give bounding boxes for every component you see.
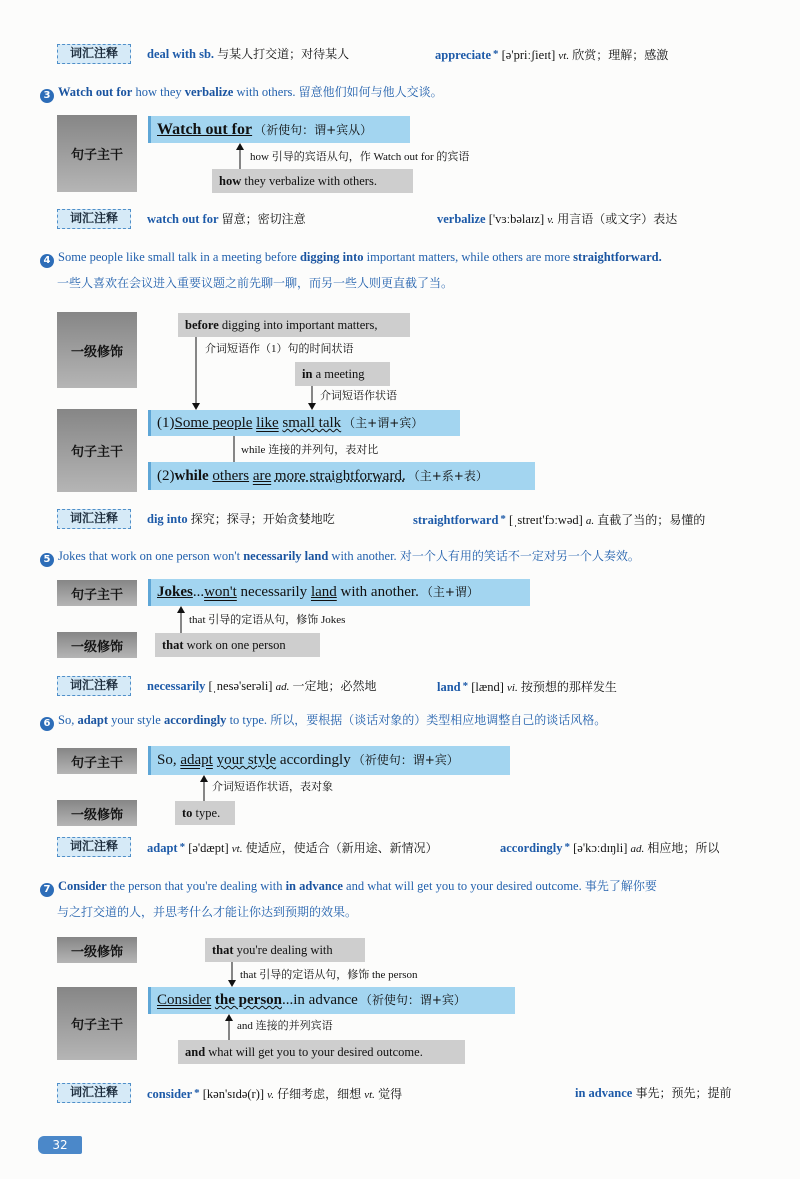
sentence-7-translation bbox=[57, 903, 357, 921]
vocab-entry-adapt bbox=[147, 838, 438, 858]
label-first-modifier: 一级修饰 bbox=[57, 312, 137, 388]
sentence-number-badge: 7 bbox=[40, 883, 54, 897]
modifier-bar bbox=[155, 633, 320, 657]
phonetic: [ə'kɔːdɪŋli] bbox=[573, 841, 628, 855]
clause-subject: Some people bbox=[174, 415, 253, 431]
label-main-clause: 句子主干 bbox=[57, 748, 137, 774]
clause-index: (2) bbox=[157, 468, 175, 484]
star-mark: * bbox=[179, 841, 186, 853]
structure-note: （主+谓+宾） bbox=[343, 416, 424, 430]
modifier-bar bbox=[175, 801, 235, 825]
clause-subject: others bbox=[212, 468, 250, 484]
phonetic: [ə'priːʃieɪt] bbox=[501, 48, 556, 62]
part-of-speech: ad. bbox=[630, 843, 645, 855]
clause-object: the person bbox=[214, 992, 283, 1008]
label-main-clause: 句子主干 bbox=[57, 987, 137, 1060]
modifier-keyword: how bbox=[219, 174, 242, 188]
clause-predicative: more straightforward. bbox=[274, 468, 406, 484]
sentence-translation: 所以，要根据（谈话对象的）类型相应地调整自己的谈话风格。 bbox=[270, 713, 607, 727]
clause-subject: Jokes bbox=[157, 584, 193, 600]
structure-note: （主+系+表） bbox=[407, 469, 488, 483]
vocab-definition: 相应地；所以 bbox=[647, 841, 720, 855]
arrowhead-down-icon bbox=[192, 403, 200, 410]
sentence-text: and what will get you to your desired outcome. bbox=[346, 879, 582, 893]
arrowhead-down-icon bbox=[228, 980, 236, 987]
clause-verb: like bbox=[256, 415, 279, 431]
sentence-translation: 一些人喜欢在会议进入重要议题之前先聊一聊，而另一些人则更直截了当。 bbox=[57, 276, 454, 290]
phonetic: [ˌnesə'serəli] bbox=[208, 679, 273, 693]
vocab-term: dig into bbox=[147, 512, 188, 526]
keyword: Consider bbox=[58, 879, 107, 893]
label-first-modifier: 一级修饰 bbox=[57, 937, 137, 963]
keyword: accordingly bbox=[163, 713, 227, 727]
clause-ellipsis: ... bbox=[192, 584, 205, 600]
vocab-definition: 觉得 bbox=[378, 1087, 403, 1101]
part-of-speech: ad. bbox=[275, 681, 290, 693]
sentence-number-badge: 5 bbox=[40, 553, 54, 567]
sentence-text: with others. bbox=[236, 85, 296, 99]
clause-adverb: accordingly bbox=[279, 752, 351, 768]
modifier-keyword: and bbox=[185, 1045, 206, 1059]
modifier-keyword: to bbox=[182, 806, 193, 820]
grammar-note: and 连接的并列宾语 bbox=[237, 1020, 333, 1032]
sentence-3 bbox=[40, 83, 443, 103]
sentence-number-badge: 4 bbox=[40, 254, 54, 268]
modifier-text: work on one person bbox=[186, 638, 286, 652]
clause-index: (1) bbox=[157, 415, 175, 431]
sentence-4-translation bbox=[57, 274, 453, 292]
sentence-4 bbox=[40, 248, 662, 268]
vocab-entry-land bbox=[437, 677, 617, 697]
vocab-entry-straightforward bbox=[413, 510, 705, 530]
part-of-speech: vt. bbox=[364, 1089, 375, 1101]
vocab-definition: 事先；预先；提前 bbox=[635, 1086, 732, 1100]
vocab-definition: 按预想的那样发生 bbox=[520, 680, 617, 694]
modifier-bar bbox=[178, 1040, 465, 1064]
vocab-entry-deal-with bbox=[147, 45, 349, 63]
grammar-note: that 引导的定语从句，修饰 Jokes bbox=[189, 614, 346, 626]
sentence-translation: 留意他们如何与他人交谈。 bbox=[298, 85, 443, 99]
structure-note: （祈使句：谓+宾） bbox=[352, 753, 459, 767]
vocab-definition: 仔细考虑，细想 bbox=[277, 1087, 362, 1101]
label-first-modifier: 一级修饰 bbox=[57, 800, 137, 826]
main-clause-bar bbox=[148, 746, 510, 775]
clause-conjunction: while bbox=[174, 468, 209, 484]
grammar-note: how 引导的宾语从句，作 Watch out for 的宾语 bbox=[250, 151, 470, 163]
grammar-note: 介词短语作（1）句的时间状语 bbox=[205, 343, 354, 355]
main-clause-bar bbox=[148, 579, 530, 606]
vocab-term: deal with sb. bbox=[147, 47, 215, 61]
clause-verb: are bbox=[252, 468, 272, 484]
modifier-text: digging into important matters, bbox=[221, 318, 378, 332]
vocab-entry-watch-out-for bbox=[147, 210, 306, 228]
vocab-term: verbalize bbox=[437, 212, 486, 226]
sentence-text: your style bbox=[111, 713, 161, 727]
sentence-number-badge: 3 bbox=[40, 89, 54, 103]
vocab-definition: 探究；探寻；开始贪婪地吃 bbox=[190, 512, 335, 526]
clause-verb: land bbox=[310, 584, 337, 600]
star-mark: * bbox=[462, 680, 469, 692]
vocab-definition: 留意；密切注意 bbox=[221, 212, 306, 226]
modifier-text: they verbalize with others. bbox=[244, 174, 377, 188]
sentence-text: to type. bbox=[229, 713, 268, 727]
grammar-note: 介词短语作状语，表对象 bbox=[212, 781, 333, 793]
clause-auxiliary: won't bbox=[204, 584, 237, 600]
star-mark: * bbox=[500, 513, 506, 525]
phonetic: [ˌstreɪt'fɔːwəd] bbox=[509, 513, 583, 527]
modifier-bar bbox=[178, 313, 410, 337]
clause-verb: adapt bbox=[180, 752, 213, 768]
vocab-entry-verbalize bbox=[437, 210, 677, 229]
part-of-speech: a. bbox=[585, 515, 595, 527]
vocab-entry-dig-into bbox=[147, 510, 335, 528]
vocab-term: adapt bbox=[147, 841, 178, 855]
vocab-term: land bbox=[437, 680, 461, 694]
keyword: necessarily land bbox=[243, 549, 329, 563]
sentence-7 bbox=[40, 877, 657, 897]
clause-verb: Consider bbox=[157, 992, 212, 1008]
vocab-definition: 与某人打交道；对待某人 bbox=[217, 47, 350, 61]
modifier-text: what will get you to your desired outcome. bbox=[208, 1045, 423, 1059]
arrowhead-up-icon bbox=[200, 775, 208, 782]
label-main-clause: 句子主干 bbox=[57, 409, 137, 492]
modifier-text: type. bbox=[195, 806, 221, 820]
part-of-speech: v. bbox=[547, 214, 555, 226]
modifier-text: you're dealing with bbox=[236, 943, 333, 957]
page-number: 32 bbox=[38, 1136, 82, 1154]
vocab-label: 词汇注释 bbox=[57, 44, 131, 64]
modifier-keyword: before bbox=[185, 318, 219, 332]
sentence-text: with another. bbox=[331, 549, 397, 563]
sentence-text: Some people like small talk in a meeting before bbox=[58, 250, 297, 264]
part-of-speech: vi. bbox=[507, 682, 518, 694]
modifier-keyword: that bbox=[212, 943, 234, 957]
keyword: verbalize bbox=[184, 85, 234, 99]
main-clause-bar bbox=[148, 410, 460, 436]
sentence-translation: 事先了解你要 bbox=[584, 879, 657, 893]
label-main-clause: 句子主干 bbox=[57, 115, 137, 192]
vocab-term: necessarily bbox=[147, 679, 206, 693]
sentence-text: how they bbox=[135, 85, 182, 99]
keyword: in advance bbox=[285, 879, 343, 893]
part-of-speech: vt. bbox=[231, 843, 243, 855]
clause-adverb: necessarily bbox=[240, 584, 308, 600]
modifier-keyword: that bbox=[162, 638, 184, 652]
structure-note: （祈使句：谓+宾从） bbox=[254, 123, 373, 137]
vocab-term: consider bbox=[147, 1087, 193, 1101]
main-clause-bar bbox=[148, 462, 535, 490]
grammar-note: that 引导的定语从句，修饰 the person bbox=[240, 969, 418, 981]
modifier-bar bbox=[295, 362, 390, 386]
vocab-definition: 直截了当的；易懂的 bbox=[597, 513, 706, 527]
vocab-label: 词汇注释 bbox=[57, 509, 131, 529]
vocab-label: 词汇注释 bbox=[57, 676, 131, 696]
main-clause-bar bbox=[148, 116, 410, 143]
vocab-definition: 用言语（或文字）表达 bbox=[557, 212, 678, 226]
sentence-translation: 与之打交道的人，并思考什么才能让你达到预期的效果。 bbox=[57, 905, 358, 919]
clause-text: with another. bbox=[340, 584, 419, 600]
label-main-clause: 句子主干 bbox=[57, 580, 137, 606]
vocab-definition: 欣赏；理解；感激 bbox=[572, 48, 669, 62]
star-mark: * bbox=[493, 48, 499, 60]
modifier-bar bbox=[205, 938, 365, 962]
clause-text: ...in advance bbox=[282, 992, 358, 1008]
vocab-entry-consider bbox=[147, 1084, 402, 1104]
label-first-modifier: 一级修饰 bbox=[57, 632, 137, 658]
vocab-term: in advance bbox=[575, 1086, 633, 1100]
phonetic: ['vɜːbəlaɪz] bbox=[488, 212, 545, 226]
sentence-text: important matters, while others are more bbox=[366, 250, 571, 264]
modifier-text: a meeting bbox=[315, 367, 365, 381]
vocab-label: 词汇注释 bbox=[57, 209, 131, 229]
sentence-translation: 对一个人有用的笑话不一定对另一个人奏效。 bbox=[399, 549, 640, 563]
phonetic: [kən'sɪdə(r)] bbox=[202, 1087, 265, 1101]
clause-object: your style bbox=[216, 752, 277, 768]
arrowhead-up-icon bbox=[177, 606, 185, 613]
sentence-6 bbox=[40, 711, 606, 731]
sentence-text: Jokes that work on one person won't bbox=[58, 549, 241, 563]
vocab-definition: 使适应，使适合（新用途、新情况） bbox=[245, 841, 438, 855]
clause-keyword: Watch out for bbox=[157, 121, 253, 138]
vocab-term: straightforward bbox=[413, 513, 499, 527]
part-of-speech: vt. bbox=[558, 50, 570, 62]
vocab-label: 词汇注释 bbox=[57, 1083, 131, 1103]
keyword: straightforward. bbox=[573, 250, 662, 264]
vocab-definition: 一定地；必然地 bbox=[292, 679, 377, 693]
vocab-term: appreciate bbox=[435, 48, 492, 62]
vocab-label: 词汇注释 bbox=[57, 837, 131, 857]
part-of-speech: v. bbox=[267, 1089, 274, 1101]
keyword: Watch out for bbox=[58, 85, 133, 99]
arrowhead-up-icon bbox=[225, 1014, 233, 1021]
structure-note: （主+谓） bbox=[420, 585, 479, 599]
star-mark: * bbox=[194, 1087, 200, 1099]
vocab-entry-accordingly bbox=[500, 838, 719, 858]
vocab-entry-in-advance bbox=[575, 1084, 731, 1102]
keyword: digging into bbox=[299, 250, 364, 264]
vocab-entry-appreciate bbox=[435, 45, 668, 65]
clause-object: small talk bbox=[282, 415, 342, 431]
clause-lead: So, bbox=[157, 752, 177, 768]
vocab-term: watch out for bbox=[147, 212, 219, 226]
sentence-5 bbox=[40, 547, 640, 567]
star-mark: * bbox=[564, 841, 570, 853]
keyword: adapt bbox=[77, 713, 109, 727]
vocab-entry-necessarily bbox=[147, 677, 377, 696]
phonetic: [lænd] bbox=[471, 680, 504, 694]
modifier-bar bbox=[212, 169, 413, 193]
structure-note: （祈使句：谓+宾） bbox=[359, 993, 466, 1007]
arrowhead-down-icon bbox=[308, 403, 316, 410]
arrowhead-up-icon bbox=[236, 143, 244, 150]
modifier-keyword: in bbox=[302, 367, 313, 381]
sentence-number-badge: 6 bbox=[40, 717, 54, 731]
main-clause-bar bbox=[148, 987, 515, 1014]
phonetic: [ə'dæpt] bbox=[188, 841, 229, 855]
sentence-text: So, bbox=[58, 713, 75, 727]
grammar-note: 介词短语作状语 bbox=[320, 390, 397, 402]
grammar-note: while 连接的并列句，表对比 bbox=[241, 444, 379, 456]
sentence-text: the person that you're dealing with bbox=[109, 879, 283, 893]
vocab-term: accordingly bbox=[500, 841, 563, 855]
